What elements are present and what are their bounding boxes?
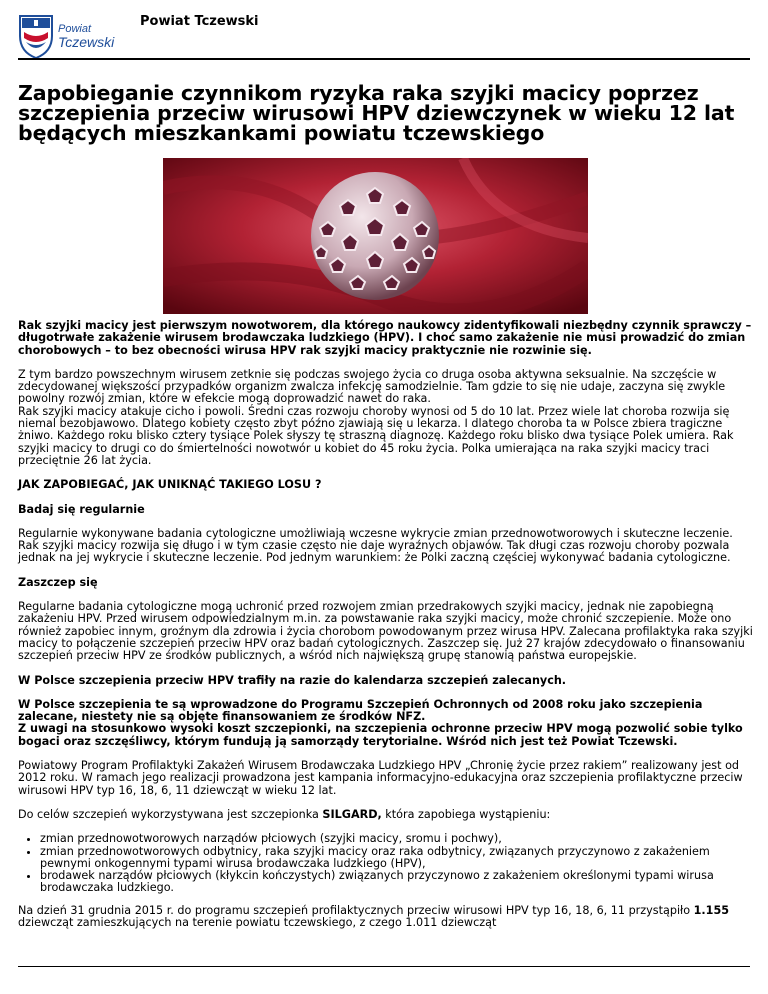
vaccine-name: SILGARD, bbox=[322, 807, 382, 821]
powiat-logo[interactable] bbox=[18, 12, 128, 60]
hpv-virus-image bbox=[163, 158, 588, 314]
coat-of-arms-icon bbox=[20, 16, 52, 58]
header-divider bbox=[18, 58, 750, 60]
logo-line2: Tczewski bbox=[58, 34, 115, 50]
section-heading-zaszczep: Zaszczep się bbox=[18, 575, 98, 589]
list-item: • brodawek narządów płciowych (kłykcin kończystych) związanych przyczynowo z zakażeniem określonymi typami wirusa brodawczaka ludzkiego. bbox=[40, 870, 753, 895]
paragraph-zaszczep: Regularne badania cytologiczne mogą uchronić przed rozwojem zmian przedrakowych szyjki macicy, jednak nie zapobiegną zakażeniu HPV. Przed wirusem odpowiedzialnym m.in. za powstawanie raka szyjki macicy, może chronić szczepienie. Może ono również zapobiec innym, groźnym dla zdrowia i życia chorobom powodowanym przez wirusa HPV. Zalecana profilaktyka raka szyjki macicy to połączenie szczepień przeciw HPV oraz badań cytologicznych. Zaszczep się. Już 27 krajów zdecydowało o finansowaniu szczepień przeciw HPV ze środków publicznych, a wśród nich największą grupę stanowią państwa europejskie. bbox=[18, 600, 753, 663]
bold-note-program bbox=[18, 699, 753, 748]
intro-text-2: Rak szyjki macicy atakuje cicho i powoli. Średni czas rozwoju choroby wynosi od 5 do 10 lat. Przez wiele lat choroba rozwija się niemal bezobjawowo. Dlatego kobiety często zbyt późno zjawiają się u lekarza. I dlatego choroba ta w Polsce zbiera tragiczne żniwo. Każdego roku blisko cztery tysiące Polek słyszy tę straszną diagnozę. Każdego roku blisko dwa tysiące Polek umiera. Rak szyjki macicy to drugi co do śmiertelności nowotwór u kobiet do 45 roku życia. Polka umierająca na raka szyjki macicy traci przeciętnie 26 lat życia. bbox=[18, 404, 734, 467]
final-pre: Na dzień 31 grudnia 2015 r. do programu szczepień profilaktycznych przeciw wirusowi HPV typ 16, 18, 6, 11 przystąpiło bbox=[18, 903, 694, 917]
list-item: • zmian przednowotworowych narządów płciowych (szyjki macicy, sromu i pochwy), bbox=[40, 833, 753, 845]
lead-paragraph: Rak szyjki macicy jest pierwszym nowotworem, dla którego naukowcy zidentyfikowali niezbędny czynnik sprawczy – długotrwałe zakażenie wirusem brodawczaka ludzkiego (HPV). I choć samo zakażenie nie musi prowadzić do zmian chorobowych – to bez obecności wirusa HPV rak szyjki macicy praktycznie nie rozwinie się. bbox=[18, 319, 752, 357]
site-name[interactable]: Powiat Tczewski bbox=[140, 14, 259, 29]
page-header bbox=[18, 4, 750, 60]
paragraph-badaj: Regularnie wykonywane badania cytologiczne umożliwiają wczesne wykrycie zmian przednowotworowych i skuteczne leczenie. Rak szyjki macicy rozwija się długo i w tym czasie często nie daje wyraźnych objawów. Tak długi czas rozwoju choroby pozwala jednak na jej wykrycie i skuteczne leczenie. Pod jednym warunkiem: że Polki zaczną częściej wykonywać badania cytologiczne. bbox=[18, 526, 733, 565]
article-body bbox=[18, 320, 753, 941]
intro-paragraph bbox=[18, 369, 753, 467]
section-heading-badaj: Badaj się regularnie bbox=[18, 502, 145, 516]
paragraph-vaccine bbox=[18, 809, 753, 821]
vaccine-benefits-list bbox=[18, 833, 753, 894]
vaccine-post: która zapobiega wystąpieniu: bbox=[381, 807, 551, 821]
paragraph-final bbox=[18, 905, 753, 930]
list-item: • zmian przednowotworowych odbytnicy, raka szyjki macicy oraz raka odbytnicy, związanych przyczynowo z zakażeniem pewnymi onkogennymi typami wirusa brodawczaka ludzkiego (HPV), bbox=[40, 846, 753, 871]
bold-note-program-1: W Polsce szczepienia te są wprowadzone do Programu Szczepień Ochronnych od 2008 roku jako szczepienia zalecane, niestety nie są objęte finansowaniem ze środków NFZ. bbox=[18, 697, 703, 724]
footer-divider bbox=[18, 966, 750, 967]
final-post: dziewcząt zamieszkujących na terenie powiatu tczewskiego, z czego 1.011 dziewcząt bbox=[18, 915, 497, 929]
logo-line1: Powiat bbox=[58, 23, 92, 35]
bold-note-calendar: W Polsce szczepienia przeciw HPV trafiły na razie do kalendarza szczepień zalecanych. bbox=[18, 673, 567, 687]
final-count: 1.155 bbox=[693, 903, 730, 917]
vaccine-pre: Do celów szczepień wykorzystywana jest szczepionka bbox=[18, 807, 323, 821]
intro-text-1: Z tym bardzo powszechnym wirusem zetknie się podczas swojego życia co druga osoba aktywna seksualnie. Na szczęście w zdecydowanej większości przypadków organizm zwalcza infekcję samodzielnie. Tam gdzie to się nie udaje, zaczyna się zwykle powolny rozwój zmian, które w efekcie mogą doprowadzić nawet do raka. bbox=[18, 367, 726, 406]
question-heading: JAK ZAPOBIEGAĆ, JAK UNIKNĄĆ TAKIEGO LOSU ? bbox=[18, 478, 322, 492]
page-title: Zapobieganie czynnikom ryzyka raka szyjki macicy poprzez szczepienia przeciw wirusowi HPV dziewczynek w wieku 12 lat będących mieszkankami powiatu tczewskiego bbox=[18, 81, 735, 145]
paragraph-program: Powiatowy Program Profilaktyki Zakażeń Wirusem Brodawczaka Ludzkiego HPV „Chronię życie przez rakiem” realizowany jest od 2012 roku. W ramach jego realizacji prowadzona jest kampania informacyjno-edukacyjna oraz szczepienia profilaktyczne przeciw wirusowi HPV typ 16, 18, 6, 11 dziewcząt w wieku 12 lat. bbox=[18, 759, 743, 797]
bold-note-program-2: Z uwagi na stosunkowo wysoki koszt szczepionki, na szczepienia ochronne przeciw HPV mogą pozwolić sobie tylko bogaci oraz szczęśliwcy, którym fundują ją samorządy terytorialne. Wśród nich jest też Powiat Tczewski. bbox=[18, 722, 743, 748]
